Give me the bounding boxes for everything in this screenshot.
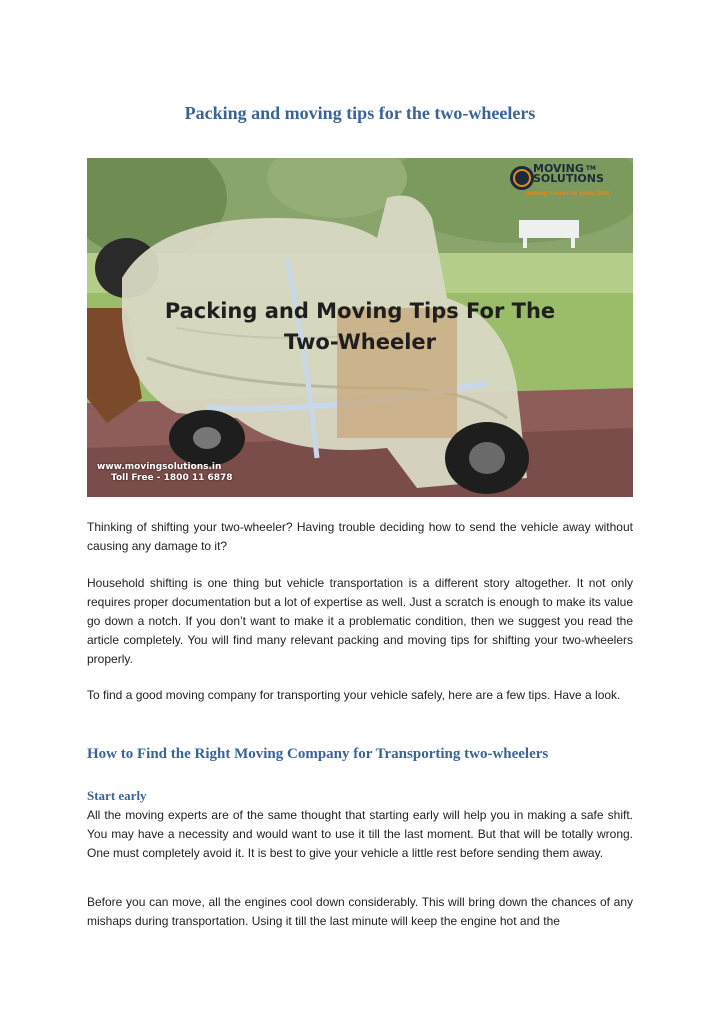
brand-tagline: moving memories since 2006 bbox=[526, 191, 610, 197]
hero-contact bbox=[97, 462, 233, 484]
paragraph-intro: Thinking of shifting your two-wheeler? Having trouble deciding how to send the vehicle away without causing any damage to it? bbox=[87, 520, 633, 553]
website-text: www.movingsolutions.in bbox=[97, 462, 222, 472]
brand-name: MOVING ™ SOLUTIONS bbox=[533, 162, 604, 185]
paragraph-start-early: All the moving experts are of the same thought that starting early will help you in making a safe shift. You may have a necessity and would want to use it till the last moment. But that will be totally wrong. One must completely avoid it. It is best to give your vehicle a little rest before sending them away. bbox=[87, 808, 633, 860]
paragraph-tips: To find a good moving company for transporting your vehicle safely, here are a few tips. Have a look. bbox=[87, 688, 621, 702]
section-heading: How to Find the Right Moving Company for Transporting two-wheelers bbox=[87, 746, 549, 762]
brand-logo bbox=[503, 162, 625, 206]
toll-free-text: Toll Free - 1800 11 6878 bbox=[111, 473, 233, 483]
document-title: Packing and moving tips for the two-wheelers bbox=[184, 103, 536, 123]
paragraph-household: Household shifting is one thing but vehicle transportation is a different story altogether. It not only requires proper documentation but a lot of expertise as well. Just a scratch is enough to make its value go down a notch. If you don’t want to make it a problematic condition, then we suggest you read the article completely. You will find many relevant packing and moving tips for shifting your two-wheelers properly. bbox=[87, 576, 633, 666]
hero-headline: Packing and Moving Tips For The Two-Wheeler bbox=[164, 299, 556, 354]
hero-image bbox=[87, 158, 633, 497]
paragraph-engines: Before you can move, all the engines cool down considerably. This will bring down the chances of any mishaps during transportation. Using it till the last minute will keep the engine hot and the bbox=[87, 895, 633, 928]
subsection-heading: Start early bbox=[87, 788, 147, 803]
